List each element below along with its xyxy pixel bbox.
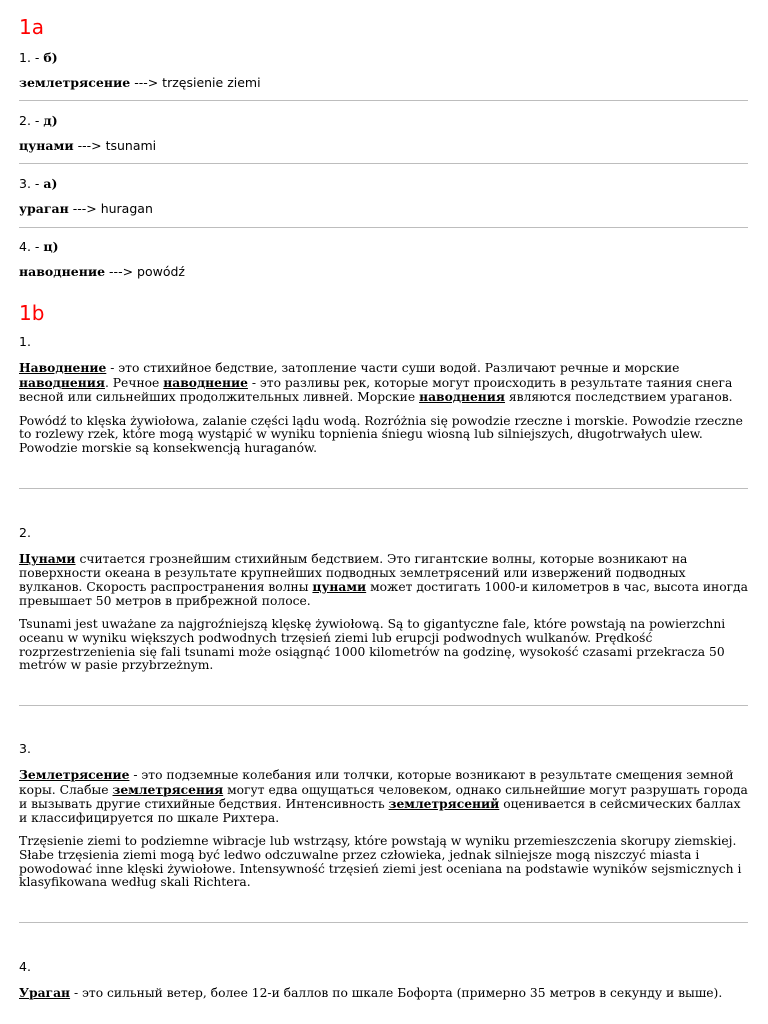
item-number: 2. bbox=[19, 525, 31, 540]
item-number-text: 4. - bbox=[19, 239, 44, 254]
russian-term: цунами bbox=[19, 138, 74, 153]
item-number bbox=[19, 50, 749, 65]
keyword: Цунами bbox=[19, 551, 76, 566]
section-1b-item bbox=[19, 959, 751, 1001]
polish-paragraph: Trzęsienie ziemi to podziemne wibracje lub wstrząsy, które powstają w wyniku przemieszczenia skorupy ziemskiej. Słabe trzęsienia ziemi mogą być ledwo odczuwalne przez człowieka, jednak silniejsze mogą niszczyć miasta i powodować inne klęski żywiołowe. Intensywność trzęsień ziemi jest oceniana na podstawie wyników sejsmicznych i klasyfikowana według skali Richtera. bbox=[19, 834, 742, 890]
russian-paragraph bbox=[19, 361, 751, 405]
item-number bbox=[19, 239, 749, 254]
divider bbox=[19, 163, 748, 164]
russian-term: ураган bbox=[19, 201, 69, 216]
polish-term: powódź bbox=[137, 264, 185, 279]
paragraph-text: могут едва ощущаться человеком, однако сильнейшие могут разрушать города и вызывать другие стихийные бедствия. Интенсивность bbox=[19, 782, 748, 812]
polish-term: tsunami bbox=[105, 138, 157, 153]
section-1b-item bbox=[19, 334, 751, 456]
divider bbox=[19, 227, 748, 228]
russian-term: землетрясение bbox=[19, 75, 131, 90]
translation-pair bbox=[19, 138, 749, 153]
item-answer: ц) bbox=[43, 239, 59, 254]
item-number-text: 1. - bbox=[19, 50, 44, 65]
arrow: ---> bbox=[68, 201, 101, 216]
paragraph-text: - это подземные колебания или толчки, которые возникают в результате смещения земной коры. Слабые bbox=[19, 768, 734, 797]
keyword: Землетрясение bbox=[19, 767, 130, 782]
item-answer: а) bbox=[43, 176, 58, 191]
section-1a-item bbox=[19, 239, 749, 279]
section-1a-item bbox=[19, 176, 749, 216]
keyword: Наводнение bbox=[19, 360, 107, 375]
russian-term: наводнение bbox=[19, 264, 106, 279]
paragraph-text: - это сильный ветер, более 12-и баллов по шкале Бофорта (примерно 35 метров в секунду и выше). bbox=[70, 986, 723, 1000]
keyword: цунами bbox=[312, 579, 367, 595]
item-number: 1. bbox=[19, 334, 31, 349]
item-answer: д) bbox=[43, 113, 58, 128]
paragraph-text: являются последствием ураганов. bbox=[505, 390, 733, 405]
item-number: 4. bbox=[19, 959, 31, 974]
arrow: ---> bbox=[105, 264, 138, 279]
divider bbox=[19, 488, 748, 489]
section-1a-title: 1a bbox=[19, 15, 44, 39]
item-number: 3. bbox=[19, 741, 31, 756]
paragraph-text: . Речное bbox=[104, 375, 164, 390]
keyword: наводнения bbox=[419, 389, 506, 405]
section-1b-item bbox=[19, 525, 751, 673]
paragraph-text: - это стихийное бедствие, затопление части суши водой. Различают речные и морские bbox=[106, 361, 680, 375]
paragraph-text: оценивается в сейсмических баллах и классифицируется по шкале Рихтера. bbox=[19, 797, 741, 825]
polish-term: trzęsienie ziemi bbox=[162, 75, 261, 90]
item-answer: б) bbox=[43, 50, 58, 65]
section-1a-item bbox=[19, 113, 749, 153]
keyword: Ураган bbox=[19, 985, 71, 1000]
polish-paragraph: Tsunami jest uważane za najgroźniejszą klęskę żywiołową. Są to gigantyczne fale, które powstają na powierzchni oceanu w wyniku większych podwodnych trzęsień ziemi lub erupcji podwodnych wulkanów. Prędkość rozprzestrzenienia się fali tsunami może osiągnąć 1000 kilometrów na godzinę, wysokość czasami przekracza 50 metrów w pasie przybrzeżnym. bbox=[19, 617, 726, 673]
translation-pair bbox=[19, 201, 749, 216]
paragraph-text: может достигать 1000-и километров в час, высота иногда превышает 50 метров в прибрежной полосе. bbox=[19, 580, 748, 608]
keyword: землетрясения bbox=[112, 781, 224, 797]
paragraph-text: считается грознейшим стихийным бедствием. Это гигантские волны, которые возникают на поверхности океана в результате крупнейших подводных землетрясений или извержений подводных вулканов. Скорость распространения волны bbox=[19, 552, 688, 595]
section-1a-item bbox=[19, 50, 749, 90]
translation-pair bbox=[19, 75, 749, 90]
item-number-text: 2. - bbox=[19, 113, 44, 128]
keyword: землетрясений bbox=[388, 796, 500, 812]
item-number bbox=[19, 113, 749, 128]
keyword: наводнения bbox=[19, 374, 105, 390]
arrow: ---> bbox=[73, 138, 106, 153]
translation-pair bbox=[19, 264, 749, 279]
section-1b-item bbox=[19, 741, 751, 890]
polish-term: huragan bbox=[100, 201, 153, 216]
section-1b-title: 1b bbox=[19, 301, 45, 325]
keyword: наводнение bbox=[163, 374, 248, 390]
divider bbox=[19, 100, 748, 101]
russian-paragraph bbox=[19, 552, 751, 608]
divider bbox=[19, 922, 748, 923]
arrow: ---> bbox=[130, 75, 163, 90]
polish-paragraph: Powódź to klęska żywiołowa, zalanie części lądu wodą. Rozróżnia się powodzie rzeczne i morskie. Powodzie rzeczne to rozlewy rzek, które mogą wystąpić w wyniku topnienia śniegu wiosną lub silniejszych, długotrwałych ulew. Powodzie morskie są konsekwencją huraganów. bbox=[19, 413, 743, 455]
divider bbox=[19, 705, 748, 706]
item-number bbox=[19, 176, 749, 191]
russian-paragraph bbox=[19, 986, 751, 1001]
paragraph-text: - это разливы рек, которые могут происходить в результате таяния снега весной или сильнейших продолжительных ливней. Морские bbox=[19, 375, 733, 405]
russian-paragraph bbox=[19, 768, 751, 825]
item-number-text: 3. - bbox=[19, 176, 44, 191]
